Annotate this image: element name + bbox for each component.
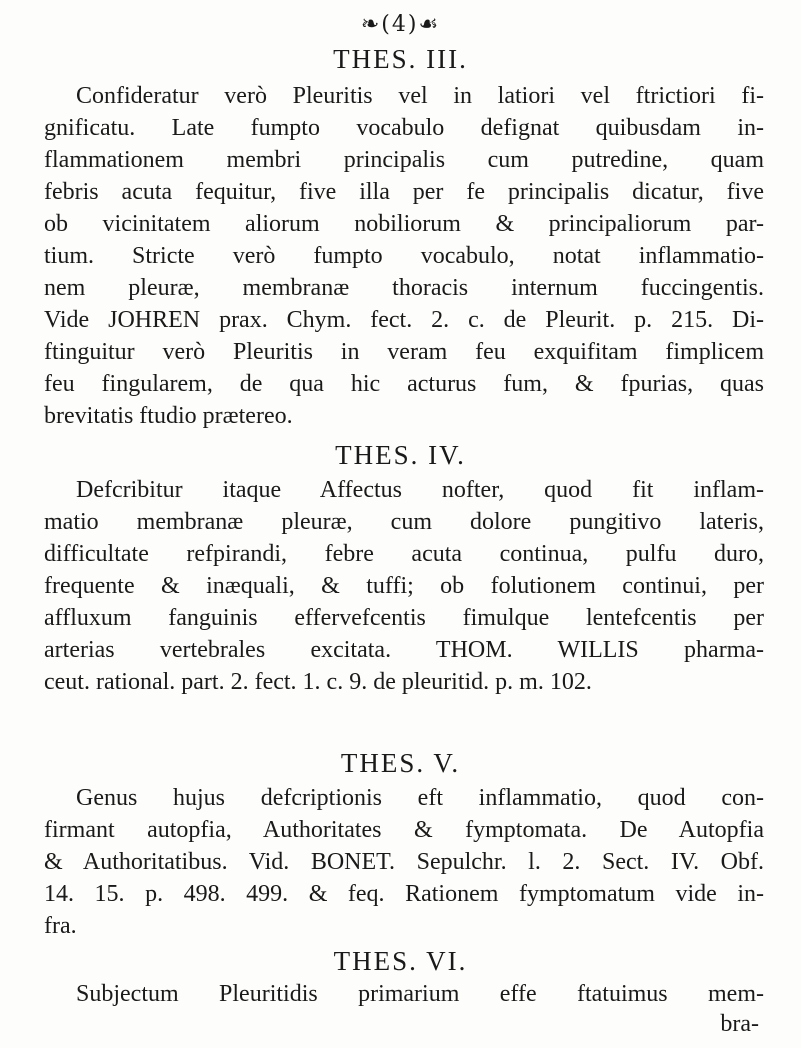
text-line: ob vicinitatem aliorum nobiliorum & principaliorum par- bbox=[44, 211, 764, 237]
catchword: bra- bbox=[720, 1011, 759, 1037]
page-number-ornament-right: ☙ bbox=[418, 12, 441, 37]
text-line: tium. Stricte verò fumpto vocabulo, notat inflammatio- bbox=[44, 243, 764, 269]
text-line: febris acuta fequitur, five illa per fe principalis dicatur, five bbox=[44, 179, 764, 205]
thesis-paragraph-3 bbox=[44, 80, 764, 432]
text-line: gnificatu. Late fumpto vocabulo defignat quibusdam in- bbox=[44, 115, 764, 141]
text-line: 14. 15. p. 498. 499. & feq. Rationem fymptomatum vide in- bbox=[44, 881, 764, 907]
thesis-heading-3: THES. III. bbox=[333, 44, 468, 74]
text-line: nem pleuræ, membranæ thoracis internum fuccingentis. bbox=[44, 275, 764, 301]
text-line: Vide JOHREN prax. Chym. fect. 2. c. de Pleurit. p. 215. Di- bbox=[44, 307, 764, 333]
thesis-paragraph-5 bbox=[44, 782, 764, 942]
thesis-heading-5: THES. V. bbox=[340, 748, 461, 778]
text-line: Defcribitur itaque Affectus nofter, quod fit inflam- bbox=[76, 477, 764, 503]
thesis-heading-6: THES. VI. bbox=[333, 946, 468, 976]
text-line: Subjectum Pleuritidis primarium effe ftatuimus mem- bbox=[76, 981, 764, 1007]
page-number-ornament-left: ❧ bbox=[360, 12, 382, 37]
thesis-heading-4: THES. IV. bbox=[335, 440, 466, 470]
text-line: ftinguitur verò Pleuritis in veram feu exquifitam fimplicem bbox=[44, 339, 764, 365]
page-number bbox=[0, 12, 801, 37]
text-line: arterias vertebrales excitata. THOM. WILLIS pharma- bbox=[44, 637, 764, 663]
text-line: & Authoritatibus. Vid. BONET. Sepulchr. l. 2. Sect. IV. Obf. bbox=[44, 849, 764, 875]
thesis-paragraph-4 bbox=[44, 474, 764, 698]
text-line: Confideratur verò Pleuritis vel in latiori vel ftrictiori fi- bbox=[76, 83, 764, 109]
text-line: difficultate refpirandi, febre acuta continua, pulfu duro, bbox=[44, 541, 764, 567]
text-line: brevitatis ftudio prætereo. bbox=[44, 403, 293, 429]
text-line: matio membranæ pleuræ, cum dolore pungitivo lateris, bbox=[44, 509, 764, 535]
text-line: flammationem membri principalis cum putredine, quam bbox=[44, 147, 764, 173]
text-line: affluxum fanguinis effervefcentis fimulque lentefcentis per bbox=[44, 605, 764, 631]
text-line: Genus hujus defcriptionis eft inflammatio, quod con- bbox=[76, 785, 764, 811]
thesis-paragraph-6 bbox=[44, 978, 764, 1010]
text-line: feu fingularem, de qua hic acturus fum, & fpurias, quas bbox=[44, 371, 764, 397]
page-number-text: (4) bbox=[381, 12, 419, 37]
text-line: fra. bbox=[44, 913, 77, 939]
text-line: firmant autopfia, Authoritates & fymptomata. De Autopfia bbox=[44, 817, 764, 843]
text-line: ceut. rational. part. 2. fect. 1. c. 9. de pleuritid. p. m. 102. bbox=[44, 669, 592, 695]
text-line: frequente & inæquali, & tuffi; ob folutionem continui, per bbox=[44, 573, 764, 599]
